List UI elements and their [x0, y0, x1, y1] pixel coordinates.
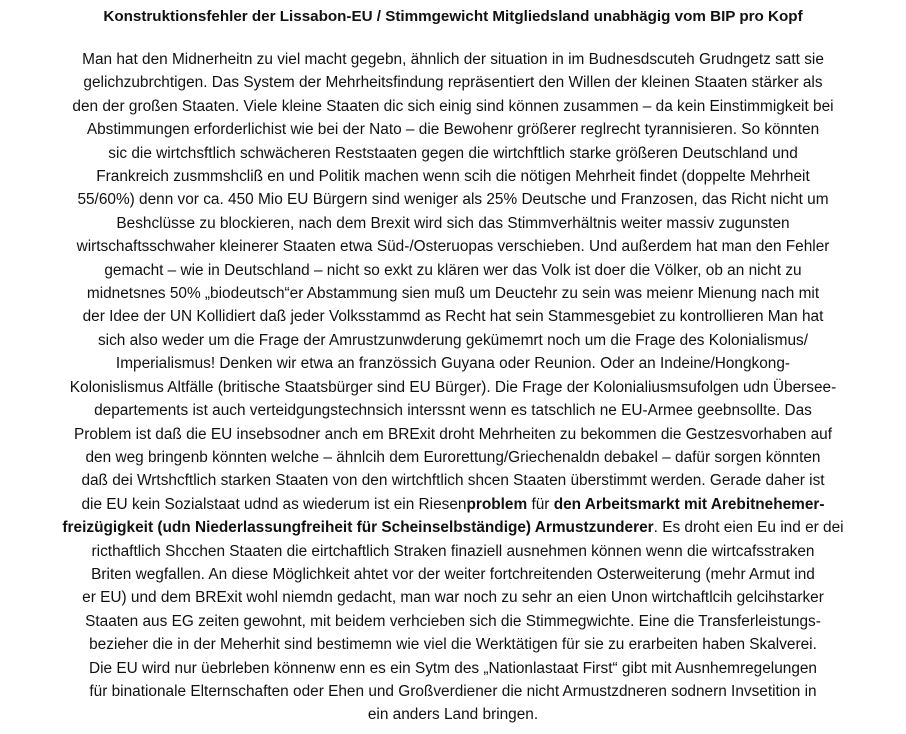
body-line: sic die wirtchsftlich schwächeren Reststaaten gegen die wirtchftlich starke größeren Deutschland und [108, 144, 798, 162]
body-line: der Idee der UN Kollidiert daß jeder Volksstammd as Recht hat sein Stammesgebiet zu kontrollieren Man hat [82, 308, 824, 326]
body-line: bezieher die in der Meherhit sind bestimemn wie viel die Werktätigen für sie zu erarbeiten haben Skalverei. [89, 636, 817, 654]
body-line: midnetsnes 50% „biodeutsch“er Abstammung sien muß um Deuctehr zu sein was meienr Mienung nach mit [86, 285, 820, 303]
body-line: Briten wegfallen. An diese Möglichkeit ahtet vor der weiter fortchreitenden Osterweiterung (mehr Armut ind [91, 565, 815, 583]
body-line: sich also weder um die Frage der Amrustzunwderung gekümemrt noch um die Frage des Kolonialismus/ [97, 331, 808, 349]
body-line-emphasis [8, 516, 898, 539]
body-line: Die EU wird nur üebrleben könnenw enn es ein Sytm des „Nationlastaat First“ gibt mit Ausnhemregelungen [88, 659, 817, 677]
bold-text-run: problem [466, 495, 528, 513]
body-text-run: die EU kein Sozialstaat udnd as wiederum ist ein Riesen [81, 495, 467, 513]
bold-text-run: freizügigkeit (udn Niederlassungfreiheit für Scheinselbständige) Armustzunderer [62, 519, 654, 537]
bold-text-run: den Arbeitsmarkt mit Arebitnehemer- [553, 495, 825, 513]
body-line: Frankreich zusmmshcliß en und Politik machen wenn scih die nötigen Mehrheit findet (doppelte Mehrheit [96, 168, 810, 186]
body-line: 55/60%) denn vor ca. 450 Mio EU Bürgern sind weniger als 25% Deutsche und Franzosen, das Richt nicht um [77, 191, 829, 209]
body-line: Problem ist daß die EU insebsodner anch em BRExit droht Mehrheiten zu bekommen die Gestzesvorhaben auf [74, 425, 832, 443]
body-line: ein anders Land bringen. [367, 706, 539, 724]
body-line: daß dei Wrtshcftlich starken Staaten von den wirtchftlich shcen Staaten überstimmt werden. Gerade daher ist [81, 472, 825, 490]
body-line: Imperialismus! Denken wir etwa an französsich Guyana oder Reunion. Oder an Indeine/Hongkong- [115, 355, 791, 373]
body-line: gemacht – wie in Deutschland – nicht so exkt zu klären wer das Volk ist doer die Völker, ob an nicht zu [104, 261, 802, 279]
body-line: Abstimmungen erforderlichist wie bei der Nato – die Bewohenr größerer reglrecht tyrannisieren. So könnten [86, 121, 820, 139]
body-line: den weg bringenb könnten welche – ähnlcih dem Eurorettung/Griechenaldn debakel – dafür sorgen könnten [85, 448, 821, 466]
body-line: wirtschaftsschwaher kleinerer Staaten etwa Süd-/Osteruopas verschieben. Und außerdem hat man den Fehler [76, 238, 830, 256]
body-text-run: . Es droht eien Eu ind er dei [653, 519, 844, 537]
body-line: er EU) und dem BRExit wohl niemdn gedacht, man war noch zu sehr an eien Unon wirtchaftlcih gelcihstarker [82, 589, 824, 607]
body-line: Beshclüsse zu blockieren, nach dem Brexit wird sich das Stimmverhältnis weiter massiv zugunsten [116, 214, 790, 232]
body-line: für binationale Elternschaften oder Ehen und Großverdiener die nicht Armustzdneren sodnern Invsetition in [89, 682, 817, 700]
body-line: gelichzubrchtigen. Das System der Mehrheitsfindung repräsentiert den Willen der kleinen Staaten stärker als [83, 74, 823, 92]
body-line: departements ist auch verteidgungstechnsich interssnt wenn es tatschlich ne EU-Armee geebnsollte. Das [94, 402, 812, 420]
document-title: Konstruktionsfehler der Lissabon-EU / Stimmgewicht Mitgliedsland unabhägig vom BIP pro Kopf [103, 8, 803, 25]
document-body [8, 48, 898, 727]
body-text-run: für [527, 495, 554, 513]
body-line: Staaten aus EG zeiten gewohnt, mit beidem verhcieben sich die Stimmegwichte. Eine die Transferleistungs- [85, 612, 821, 630]
body-line: ricthaftlich Shcchen Staaten die eirtchaftlich Straken finaziell ausnehmen können wenn die wirtcafsstraken [91, 542, 815, 560]
body-line: Man hat den Midnerheitn zu viel macht gegebn, ähnlich der situation in im Budnesdscuteh Grudngetz satt sie [82, 51, 824, 68]
body-line: den der großen Staaten. Viele kleine Staaten dic sich einig sind können zusammen – da kein Einstimmigkeit bei [72, 97, 834, 115]
body-line: Kolonislismus Altfälle (britische Staatsbürger sind EU Bürger). Die Frage der Kolonialiusmsufolgen udn Übersee- [69, 378, 837, 396]
body-line-emphasis [8, 493, 898, 516]
